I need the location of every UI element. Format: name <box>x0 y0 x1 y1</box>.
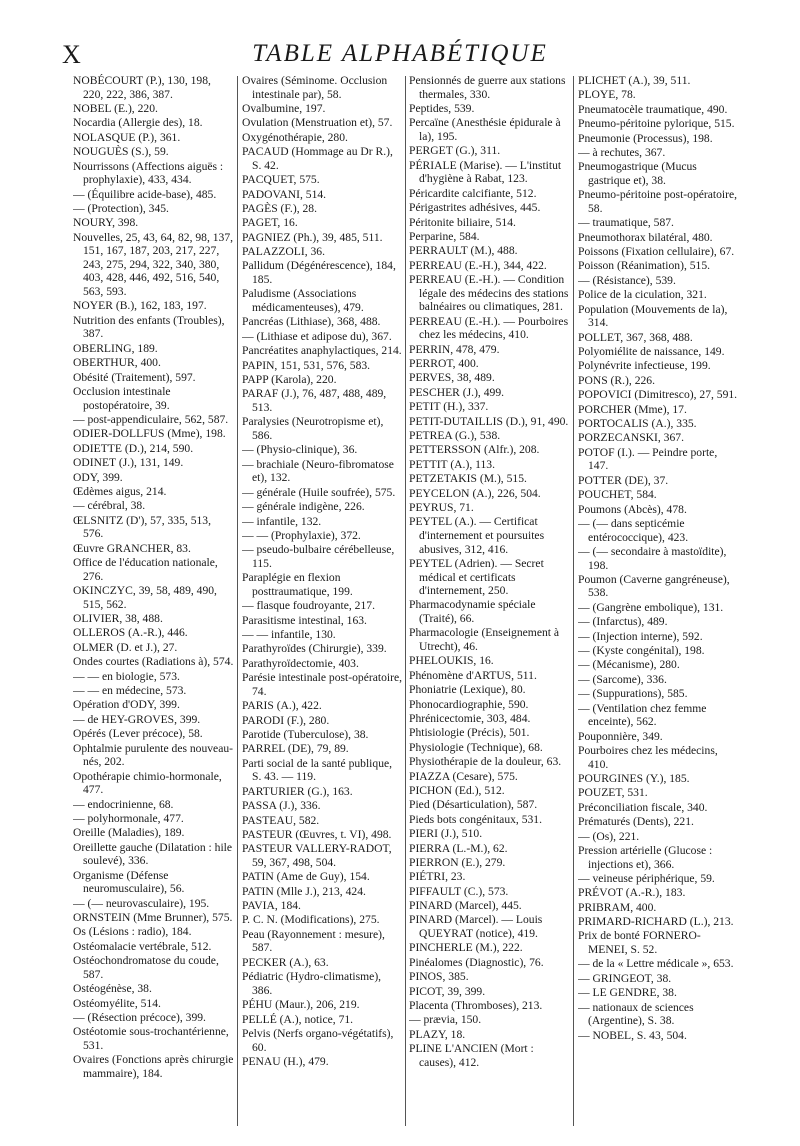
index-entry: Phrénicectomie, 303, 484. <box>409 712 531 726</box>
index-entry: — (Physio-clinique), 36. <box>242 443 358 457</box>
index-entry: Oreille (Maladies), 189. <box>73 826 185 840</box>
index-entry: — LE GENDRE, 38. <box>578 986 677 1000</box>
index-entry: — (Équilibre acide-base), 485. <box>73 187 217 201</box>
index-entry: PERREAU (E.-H.). — Pourboires chez les médecins, 410. <box>409 314 569 342</box>
index-entry: Ovulation (Menstruation et), 57. <box>242 116 393 130</box>
index-entry: Peptides, 539. <box>409 101 475 115</box>
index-entry: — GRINGEOT, 38. <box>578 971 672 985</box>
index-entry: PIERRA (L.-M.), 62. <box>409 841 508 855</box>
index-entry: ODY, 399. <box>73 470 123 484</box>
index-entry: Placenta (Thromboses), 213. <box>409 999 543 1013</box>
index-entry: PAPP (Karola), 220. <box>242 373 337 387</box>
index-entry: Os (Lésions : radio), 184. <box>73 925 192 939</box>
index-entry: — (Infarctus), 489. <box>578 615 668 629</box>
index-entry: Opération d'ODY, 399. <box>73 698 180 712</box>
index-entry: Pneumo-péritoine pylorique, 515. <box>578 117 735 131</box>
index-entry: Pneumo-péritoine post-opératoire, 58. <box>578 188 738 215</box>
index-entry: PORTOCALIS (A.), 335. <box>578 416 697 430</box>
index-entry: Nutrition des enfants (Troubles), 387. <box>73 313 225 341</box>
index-entry: — (Résection précoce), 399. <box>73 1011 206 1025</box>
index-entry: Pancréas (Lithiase), 368, 488. <box>242 315 381 329</box>
index-entry: Poumon (Caverne gangréneuse), 538. <box>578 572 730 600</box>
index-entry: Périgastrites adhésives, 445. <box>409 201 541 215</box>
index-entry: PERVES, 38, 489. <box>409 371 495 385</box>
index-entry: PINARD (Marcel), 445. <box>409 899 522 913</box>
index-entry: PINARD (Marcel). — Louis QUEYRAT (notice), 419. <box>409 913 543 941</box>
index-entry: Phtisiologie (Précis), 501. <box>409 726 530 740</box>
index-entry: POUCHET, 584. <box>578 488 657 502</box>
index-entry: PLOYE, 78. <box>578 88 636 102</box>
index-entry: Pneumatocèle traumatique, 490. <box>578 102 728 116</box>
index-entry: Poisson (Réanimation), 515. <box>578 259 711 273</box>
index-columns <box>73 74 745 1129</box>
index-entry: PRIBRAM, 400. <box>578 900 657 914</box>
index-entry: PIÉTRI, 23. <box>409 870 466 884</box>
index-entry: Prix de bonté FORNERO-MENEI, S. 52. <box>578 929 701 957</box>
index-entry: — (— secondaire à mastoïdite), 198. <box>578 544 727 572</box>
index-entry: Organisme (Défense neuromusculaire), 56. <box>73 868 185 896</box>
index-entry: Opothérapie chimio-hormonale, 477. <box>73 769 222 797</box>
index-entry: POPOVICI (Dimitresco), 27, 591. <box>578 388 738 402</box>
index-entry: NOLASQUE (P.), 361. <box>73 130 181 144</box>
index-entry: PERRIN, 478, 479. <box>409 342 500 356</box>
index-entry: — (— neurovasculaire), 195. <box>73 896 210 910</box>
index-entry: Peau (Rayonnement : mesure), 587. <box>242 927 385 955</box>
index-entry: Phonocardiographie, 590. <box>409 697 529 711</box>
index-entry: Parasitisme intestinal, 163. <box>242 613 367 627</box>
index-entry: Paraplégie en flexion posttraumatique, 199. <box>242 571 353 598</box>
index-entry: Poissons (Fixation cellulaire), 67. <box>578 245 735 259</box>
index-entry: Pieds bots congénitaux, 531. <box>409 812 542 826</box>
index-entry: PAGÈS (F.), 28. <box>242 201 317 215</box>
index-entry: — (Injection interne), 592. <box>578 629 703 643</box>
index-entry: PASSA (J.), 336. <box>242 799 321 813</box>
index-entry: Pédiatric (Hydro-climatisme), 386. <box>242 970 382 997</box>
index-entry: Nocardia (Allergie des), 18. <box>73 116 203 130</box>
index-entry: Parotide (Tuberculose), 38. <box>242 728 369 741</box>
index-entry: PARREL (DE), 79, 89. <box>242 742 349 756</box>
index-entry: PASTEUR (Œuvres, t. VI), 498. <box>242 827 392 841</box>
index-entry: PARODI (F.), 280. <box>242 713 330 727</box>
index-entry: — (Protection), 345. <box>73 201 169 215</box>
index-entry: PHELOUKIS, 16. <box>409 654 494 668</box>
index-entry: — (Suppurations), 585. <box>578 687 688 701</box>
index-entry: — (— dans septicémie entérococcique), 423. <box>578 516 689 544</box>
index-entry: — à rechutes, 367. <box>578 145 666 159</box>
index-entry: POTTER (DE), 37. <box>578 473 669 487</box>
index-entry: PADOVANI, 514. <box>242 187 327 201</box>
index-entry: OBERTHUR, 400. <box>73 356 161 370</box>
index-entry: Pelvis (Nerfs organo-végétatifs), 60. <box>242 1027 394 1054</box>
index-entry: PECKER (A.), 63. <box>242 955 329 969</box>
index-entry: PERROT, 400. <box>409 357 479 371</box>
index-entry: Police de la ciculation, 321. <box>578 288 707 302</box>
index-entry: PINOS, 385. <box>409 970 469 984</box>
column-divider <box>405 76 406 1126</box>
index-entry: PEYTEL (A.). — Certificat d'internement et poursuites abusives, 312, 416. <box>409 515 545 556</box>
index-entry: Pouponnière, 349. <box>578 729 663 743</box>
index-entry: Parésie intestinale post-opératoire, 74. <box>242 671 403 698</box>
index-entry: PARAF (J.), 76, 487, 488, 489, 513. <box>242 387 387 414</box>
index-entry: — (Mécanisme), 280. <box>578 658 680 672</box>
index-entry: PIFFAULT (C.), 573. <box>409 884 509 898</box>
index-entry: Phénomène d'ARTUS, 511. <box>409 668 537 682</box>
index-entry: POTOF (I.). — Peindre porte, 147. <box>578 445 718 473</box>
index-entry: PALAZZOLI, 36. <box>242 245 325 259</box>
index-entry: POLLET, 367, 368, 488. <box>578 330 693 344</box>
index-entry: Paludisme (Associations médicamenteuses), 479. <box>242 287 364 315</box>
index-entry: PATIN (Mlle J.), 213, 424. <box>242 884 366 898</box>
index-entry: Obésité (Traitement), 597. <box>73 370 196 384</box>
index-entry: PRIMARD-RICHARD (L.), 213. <box>578 915 734 929</box>
index-entry: — (Os), 221. <box>578 829 640 843</box>
index-entry: PEYCELON (A.), 226, 504. <box>409 486 541 500</box>
index-entry: — générale (Huile soufrée), 575. <box>242 485 396 499</box>
index-entry: Ostéomyélite, 514. <box>73 996 161 1010</box>
index-entry: POURGINES (Y.), 185. <box>578 771 690 785</box>
index-entry: Ostéotomie sous-trochantérienne, 531. <box>73 1025 229 1053</box>
index-entry: ODIETTE (D.), 214, 590. <box>73 441 194 455</box>
index-column-3 <box>409 74 570 1129</box>
index-entry: Ostéochondromatose du coude, 587. <box>73 954 219 981</box>
index-entry: Oreillette gauche (Dilatation : hile soulevé), 336. <box>73 840 233 868</box>
index-entry: — de la « Lettre médicale », 653. <box>578 957 734 971</box>
index-entry: OLIVIER, 38, 488. <box>73 612 163 626</box>
index-entry: PASTEAU, 582. <box>242 813 320 827</box>
index-column-4 <box>578 74 739 1129</box>
index-entry: OLMER (D. et J.), 27. <box>73 640 178 654</box>
index-entry: Pensionnés de guerre aux stations thermales, 330. <box>409 74 566 101</box>
index-entry: Parathyroïdes (Chirurgie), 339. <box>242 642 387 656</box>
index-entry: PERRAULT (M.), 488. <box>409 244 518 258</box>
index-entry: — générale indigène, 226. <box>242 500 365 514</box>
index-entry: — — (Prophylaxie), 372. <box>242 528 361 542</box>
index-entry: OKINCZYC, 39, 58, 489, 490, 515, 562. <box>73 584 217 611</box>
index-entry: PAVIA, 184. <box>242 899 301 913</box>
index-column-2 <box>242 74 403 1129</box>
index-entry: PIERRON (E.), 279. <box>409 855 506 869</box>
index-entry: PETTERSSON (Alfr.), 208. <box>409 443 540 457</box>
index-entry: — — infantile, 130. <box>242 628 336 642</box>
index-entry: PEYTEL (Adrien). — Secret médical et certificats d'internement, 250. <box>409 556 544 598</box>
index-column-1 <box>73 74 234 1129</box>
index-entry: PERREAU (E.-H.), 344, 422. <box>409 258 547 272</box>
index-entry: Phoniatrie (Lexique), 80. <box>409 683 526 697</box>
index-entry: PICHON (Ed.), 512. <box>409 783 505 797</box>
index-entry: OBERLING, 189. <box>73 341 158 355</box>
index-entry: PONS (R.), 226. <box>578 373 655 387</box>
index-entry: NOURY, 398. <box>73 216 139 230</box>
index-entry: Perparine, 584. <box>409 229 480 243</box>
index-entry: PLICHET (A.), 39, 511. <box>578 74 691 87</box>
index-entry: PAGET, 16. <box>242 216 298 230</box>
index-entry: — (Kyste congénital), 198. <box>578 644 705 658</box>
index-entry: NOYER (B.), 162, 183, 197. <box>73 299 207 313</box>
index-entry: PAGNIEZ (Ph.), 39, 485, 511. <box>242 230 383 244</box>
index-entry: — endocrinienne, 68. <box>73 797 174 811</box>
index-entry: PINCHERLE (M.), 222. <box>409 941 523 955</box>
index-entry: Pneumogastrique (Mucus gastrique et), 38. <box>578 160 697 187</box>
index-entry: PICOT, 39, 399. <box>409 984 486 998</box>
index-entry: PETZETAKIS (M.), 515. <box>409 472 527 486</box>
index-entry: Péricardite calcifiante, 512. <box>409 186 537 200</box>
index-entry: Parathyroïdectomie, 403. <box>242 656 359 670</box>
column-divider <box>573 76 574 1126</box>
index-entry: PETIT-DUTAILLIS (D.), 91, 490. <box>409 414 569 428</box>
index-entry: Pallidum (Dégénérescence), 184, 185. <box>242 259 396 287</box>
index-entry: P. C. N. (Modifications), 275. <box>242 913 380 927</box>
index-entry: Office de l'éducation nationale, 276. <box>73 556 218 583</box>
index-entry: Œdèmes aigus, 214. <box>73 484 167 498</box>
index-entry: — — en biologie, 573. <box>73 669 180 683</box>
index-entry: PACQUET, 575. <box>242 173 320 187</box>
index-entry: Ovaires (Séminome. Occlusion intestinale par), 58. <box>242 74 388 101</box>
index-entry: PETIT (H.), 337. <box>409 400 489 414</box>
index-entry: Nouvelles, 25, 43, 64, 82, 98, 137, 151, 167, 187, 203, 217, 227, 243, 275, 294, 322, 340, 380, 403, 428, 446, 492, 516, 540, 563, 593. <box>73 230 234 299</box>
index-entry: Physiologie (Technique), 68. <box>409 740 543 754</box>
page-title: TABLE ALPHABÉTIQUE <box>252 40 548 67</box>
index-entry: Ostéomalacie vertébrale, 512. <box>73 939 212 953</box>
index-entry: Percaïne (Anesthésie épidurale à la), 195. <box>409 116 561 143</box>
index-entry: Physiothérapie de la douleur, 63. <box>409 755 562 769</box>
index-entry: — de HEY-GROVES, 399. <box>73 712 201 726</box>
index-entry: — NOBEL, S. 43, 504. <box>578 1028 687 1042</box>
index-entry: Nourrissons (Affections aiguës : prophylaxie), 433, 434. <box>73 159 224 187</box>
index-entry: PERGET (G.), 311. <box>409 144 501 158</box>
index-entry: Parti social de la santé publique, S. 43. — 119. <box>242 756 393 784</box>
index-entry: Paralysies (Neurotropisme et), 586. <box>242 415 384 442</box>
index-entry: PENAU (H.), 479. <box>242 1055 329 1068</box>
index-entry: — veineuse périphérique, 59. <box>578 871 715 885</box>
index-entry: Œuvre GRANCHER, 83. <box>73 541 191 555</box>
index-entry: — (Résistance), 539. <box>578 273 676 287</box>
index-entry: PORCHER (Mme), 17. <box>578 402 687 416</box>
index-entry: — — en médecine, 573. <box>73 684 187 698</box>
index-entry: Ostéogénèse, 38. <box>73 982 152 996</box>
index-entry: ŒLSNITZ (D'), 57, 335, 513, 576. <box>73 513 211 541</box>
index-entry: ODINET (J.), 131, 149. <box>73 456 184 470</box>
index-entry: PRÉVOT (A.-R.), 183. <box>578 886 686 900</box>
index-entry: NOBEL (E.), 220. <box>73 101 158 115</box>
index-entry: Pied (Désarticulation), 587. <box>409 798 538 812</box>
index-entry: PARIS (A.), 422. <box>242 699 322 713</box>
index-entry: ODIER-DOLLFUS (Mme), 198. <box>73 427 226 441</box>
index-entry: PETTIT (A.), 113. <box>409 457 495 471</box>
index-entry: NOBÉCOURT (P.), 130, 198, 220, 222, 386, 387. <box>73 74 211 101</box>
index-entry: PEYRUS, 71. <box>409 500 474 514</box>
index-entry: — traumatique, 587. <box>578 216 674 230</box>
index-entry: Préconciliation fiscale, 340. <box>578 800 708 814</box>
index-entry: Poumons (Abcès), 478. <box>578 502 687 516</box>
index-entry: Polyomiélite de naissance, 149. <box>578 345 725 359</box>
index-entry: PÉHU (Maur.), 206, 219. <box>242 998 360 1012</box>
index-entry: OLLEROS (A.-R.), 446. <box>73 626 188 640</box>
index-entry: — (Gangrène embolique), 131. <box>578 600 724 614</box>
index-entry: Ovalbumine, 197. <box>242 101 326 115</box>
index-entry: Pourboires chez les médecins, 410. <box>578 743 718 771</box>
index-entry: Occlusion intestinale postopératoire, 39. <box>73 385 171 412</box>
index-entry: — nationaux de sciences (Argentine), S. 38. <box>578 1000 694 1028</box>
index-entry: PAPIN, 151, 531, 576, 583. <box>242 358 371 372</box>
index-entry: — prævia, 150. <box>409 1013 482 1027</box>
index-entry: Population (Mouvements de la), 314. <box>578 302 728 330</box>
index-entry: — pseudo-bulbaire cérébelleuse, 115. <box>242 543 395 570</box>
index-entry: Péritonite biliaire, 514. <box>409 215 516 229</box>
index-entry: Pinéalomes (Diagnostic), 76. <box>409 955 544 969</box>
index-entry: — (Sarcome), 336. <box>578 672 667 686</box>
index-entry: PATIN (Ame de Guy), 154. <box>242 870 370 884</box>
index-entry: — (Lithiase et adipose du), 367. <box>242 329 392 343</box>
index-entry: PÉRIALE (Marise). — L'institut d'hygiène à Rabat, 123. <box>409 158 562 186</box>
index-entry: Polynévrite infectieuse, 199. <box>578 359 711 373</box>
index-entry: PESCHER (J.), 499. <box>409 385 505 399</box>
index-entry: Ophtalmie purulente des nouveau-nés, 202. <box>73 741 234 769</box>
column-divider <box>237 76 238 1126</box>
index-entry: — cérébral, 38. <box>73 499 146 513</box>
index-entry: — polyhormonale, 477. <box>73 811 184 825</box>
index-entry: Pneumothorax bilatéral, 480. <box>578 230 713 244</box>
index-entry: PLAZY, 18. <box>409 1027 466 1041</box>
index-entry: Pression artérielle (Glucose : injections et), 366. <box>578 843 713 871</box>
index-entry: — infantile, 132. <box>242 514 322 528</box>
index-entry: Oxygénothérapie, 280. <box>242 130 348 144</box>
index-entry: PIERI (J.), 510. <box>409 827 483 841</box>
index-entry: PARTURIER (G.), 163. <box>242 784 353 798</box>
index-entry: Pharmacodynamie spéciale (Traité), 66. <box>409 598 536 626</box>
page-number: X <box>62 40 81 69</box>
index-entry: PIAZZA (Cesare), 575. <box>409 769 518 783</box>
index-entry: PELLÉ (A.), notice, 71. <box>242 1012 354 1026</box>
index-entry: Pharmacologie (Enseignement à Utrecht), 46. <box>409 626 560 654</box>
index-entry: PORZECANSKI, 367. <box>578 431 684 445</box>
index-entry: — (Ventilation chez femme enceinte), 562. <box>578 701 707 729</box>
index-entry: Ovaires (Fonctions après chirurgie mammaire), 184. <box>73 1053 234 1080</box>
index-entry: Pancréatites anaphylactiques, 214. <box>242 344 402 358</box>
index-entry: PETREA (G.), 538. <box>409 428 501 442</box>
index-entry: Opérés (Lever précoce), 58. <box>73 727 203 741</box>
index-entry: NOUGUÈS (S.), 59. <box>73 145 169 159</box>
index-entry: POUZET, 531. <box>578 786 648 800</box>
index-entry: Pneumonie (Processus), 198. <box>578 131 713 145</box>
index-entry: — post-appendiculaire, 562, 587. <box>73 413 229 426</box>
index-entry: PASTEUR VALLERY-RADOT, 59, 367, 498, 504. <box>242 842 392 869</box>
index-entry: PERREAU (E.-H.). — Condition légale des médecins des stations balnéaires ou climatiques, 281. <box>409 273 569 314</box>
index-entry: — brachiale (Neuro-fibromatose et), 132. <box>242 457 394 485</box>
index-entry: Ondes courtes (Radiations à), 574. <box>73 655 234 669</box>
index-entry: ORNSTEIN (Mme Brunner), 575. <box>73 911 233 925</box>
index-entry: PACAUD (Hommage au Dr R.), S. 42. <box>242 145 393 172</box>
index-entry: Prématurés (Dents), 221. <box>578 815 694 829</box>
index-entry: — flasque foudroyante, 217. <box>242 599 375 613</box>
index-entry: PLINE L'ANCIEN (Mort : causes), 412. <box>409 1042 534 1069</box>
